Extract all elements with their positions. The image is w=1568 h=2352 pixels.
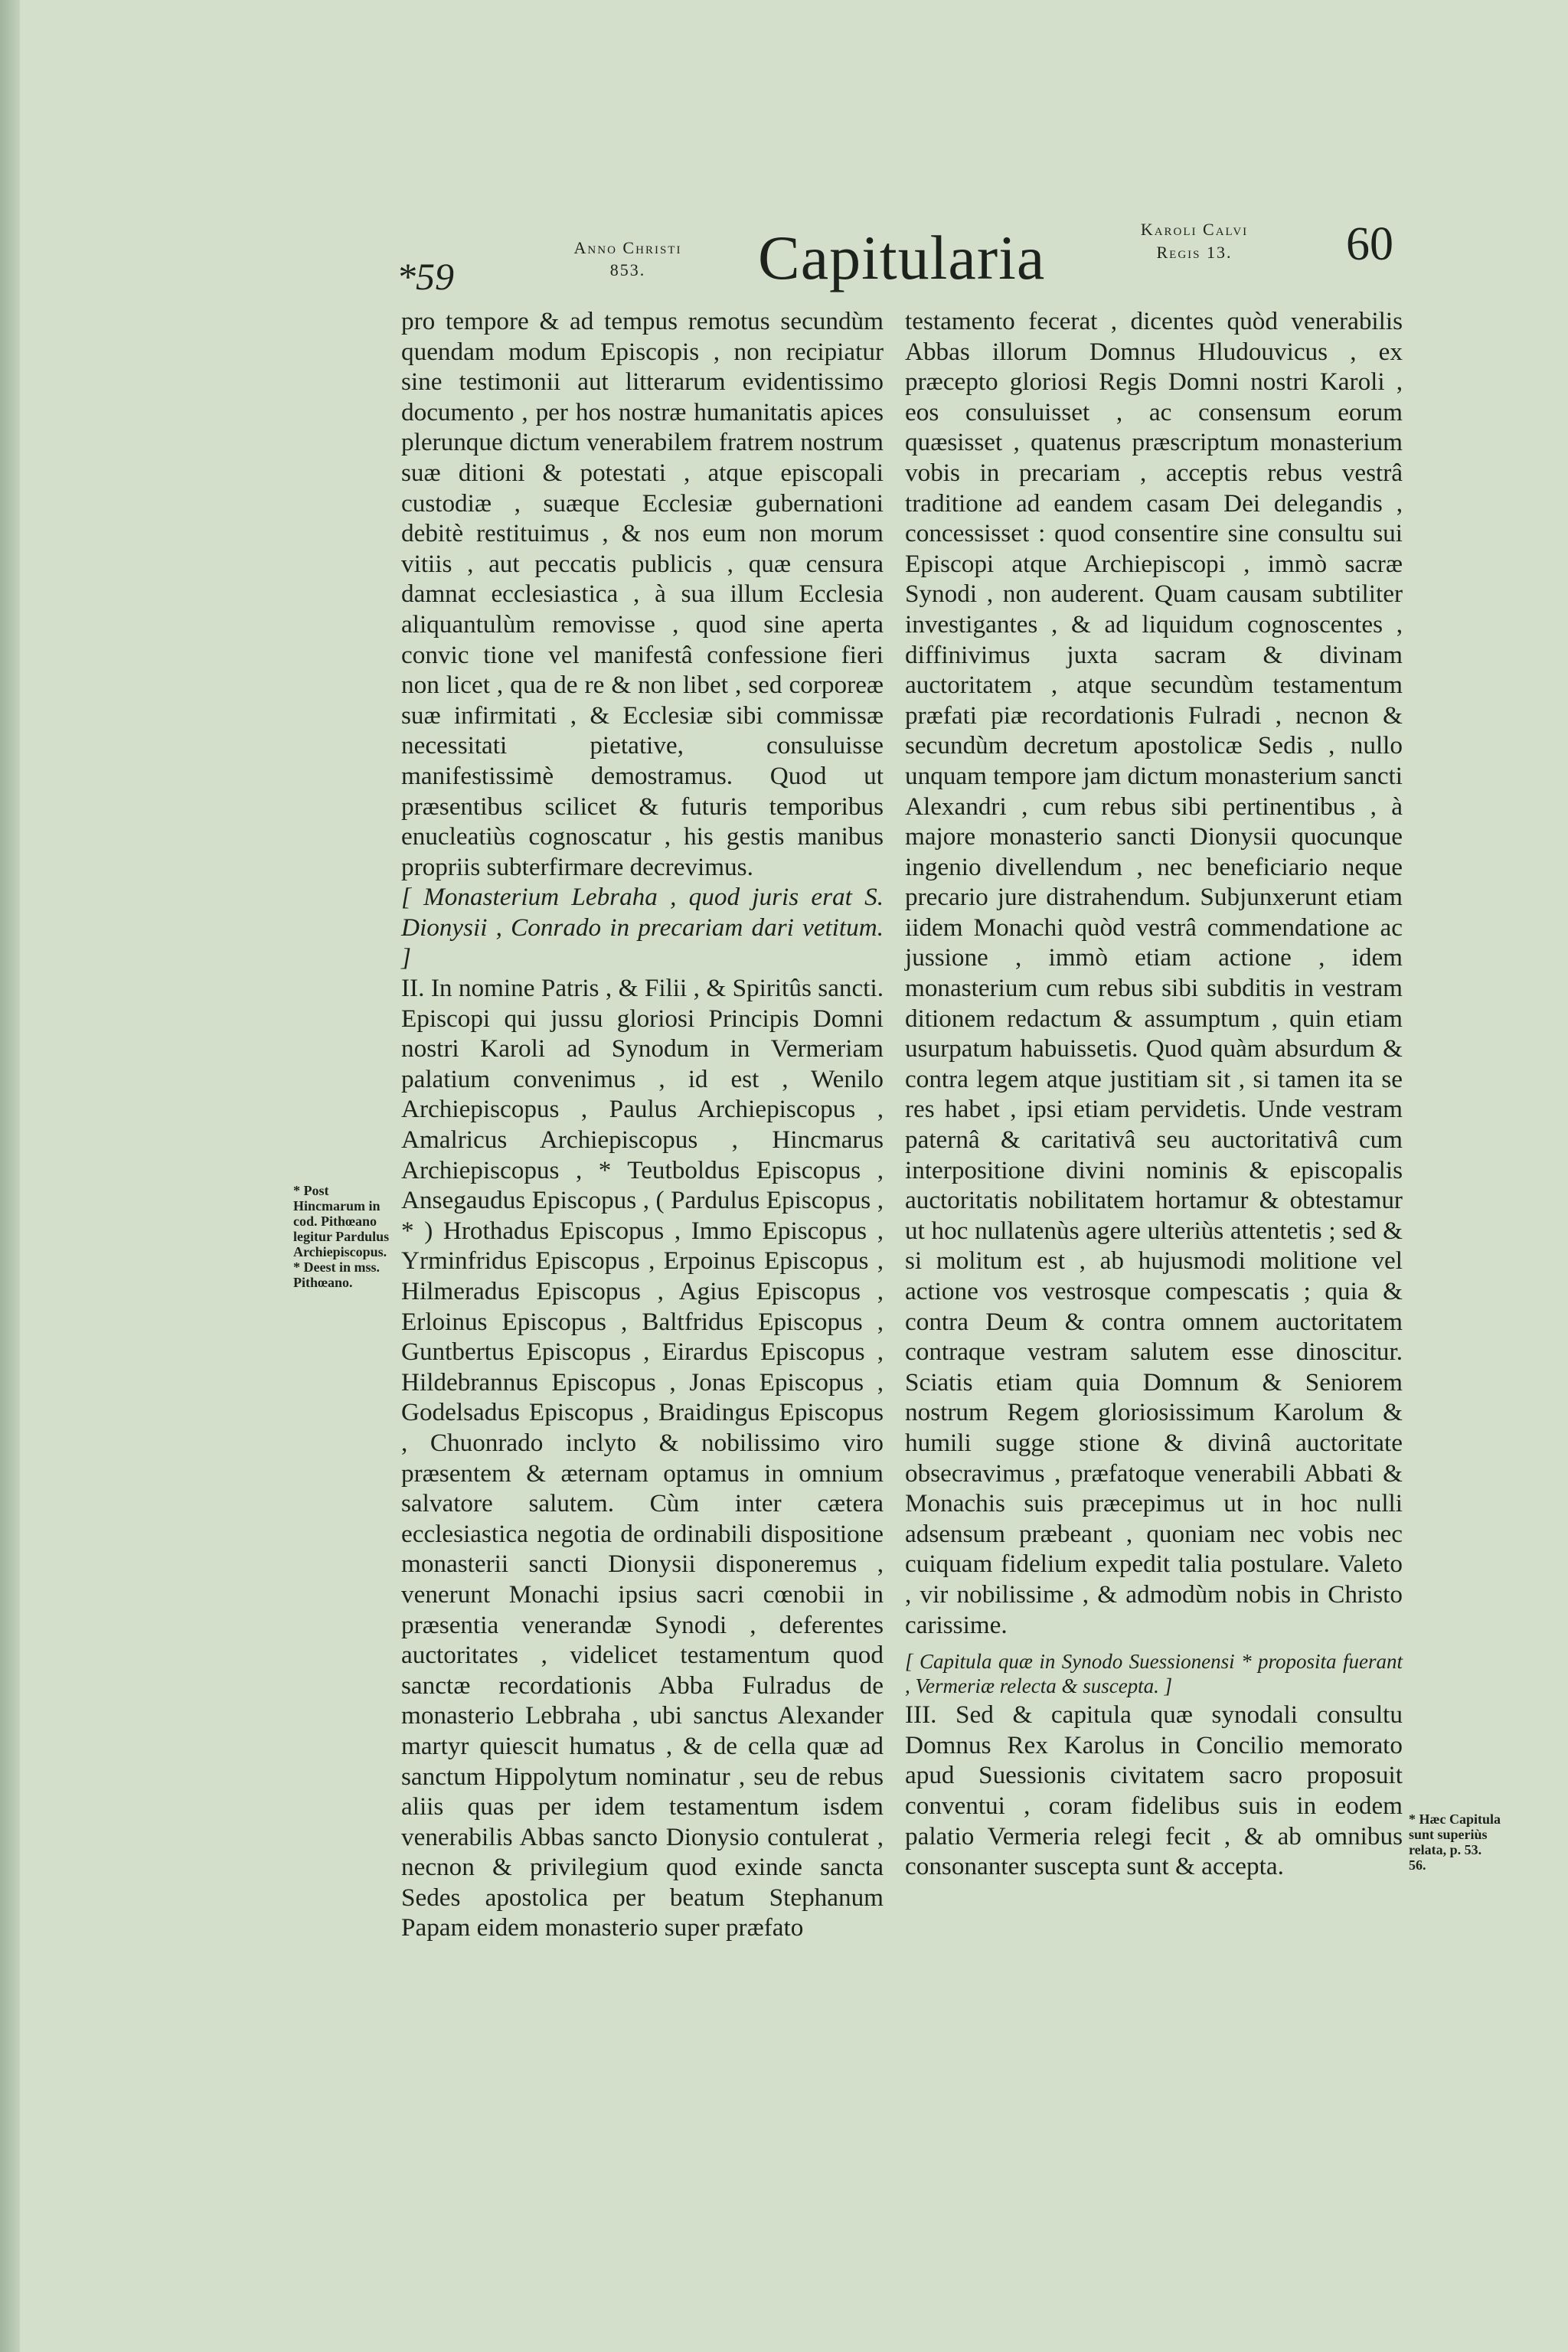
paragraph-continuation: pro tempore & ad tempus remotus secundùm quendam modum Episcopis , non recipiatur sine testimonii aut litterarum evidentissimo documento , per hos nostræ humanitatis apices plerunque dictum venerabilem fratrem nostrum suæ ditioni & potestati , atque episcopali custodiæ , suæque Ecclesiæ gubernationi debitè restituimus , & nos eum non morum vitiis , aut peccatis publicis , quæ censura damnat ecclesiastica , à sua illum Ecclesia aliquantulùm removisse , quod sine aperta convic tione vel manifestâ confessione fieri non licet , qua de re & non libet , sed corporeæ suæ infirmitati , & Ecclesiæ sibi commissæ necessitati pietative, consuluisse manifestissimè demostramus. Quod ut præsentibus scilicet & futuris temporibus enucleatiùs cognoscatur , his gestis manibus propriis subterfirmare decrevimus. [401, 307, 884, 881]
page-number-right: 60 [1346, 218, 1393, 270]
page-number-left: *59 [397, 255, 454, 298]
margin-note-deest: * Deest in mss. Pithœano. [293, 1259, 380, 1290]
margin-note-right [1409, 1811, 1501, 1873]
paragraph-testamento: testamento fecerat , dicentes quòd venerabilis Abbas illorum Domnus Hludouvicus , ex præcepto gloriosi Regis Domni nostri Karoli , eos consuluisset , ac consensum eorum quæsisset , quatenus præscriptum monasterium vobis in precariam , acceptis rebus vestrâ traditione ad eandem casam Dei delegandis , concessisset : quod consentire sine consultu sui Episcopi atque Archiepiscopi , immò sacræ Synodi , non auderent. Quam causam subtiliter investigantes , & ad liquidum cognoscentes , diffinivimus juxta sacram & divinam auctoritatem , atque secundùm testamentum præfati piæ recordationis Fulradi , necnon & secundùm decretum apostolicæ Sedis , nullo unquam tempore jam dictum monasterium sancti Alexandri , cum rebus sibi pertinentibus , à majore monasterio sancti Dionysii quocunque ingenio divellendum , nec beneficiario neque precario jure distrahendum. Subjunxerunt etiam iidem Monachi quòd vestrâ commendatione ac jussione , immò etiam actione , idem monasterium cum rebus sibi subditis in vestram ditionem redactum & assumptum , quin etiam usurpatum habuissetis. Quod quàm absurdum & contra legem atque justitiam sit , si tamen ita se res habet , ipsi etiam pervidetis. Unde vestram paternâ & caritativâ seu auctoritativâ cum interpositione divini nominis & episcopalis auctoritatis nobilitatem hortamur & obtestamur ut hoc nullatenùs agere ulteriùs attentetis ; sed & si molitum est , ab hujusmodi molitione vel actione vos vestrosque compescatis ; quia & contra Deum & contra omnem auctoritatem contraque vestram salutem esse dinoscitur. Sciatis etiam quia Domnum & Seniorem nostrum Regem gloriosissimum Karolum & humili sugge stione & divinâ auctoritate obsecravimus , præfatoque venerabili Abbati & Monachis suis præcepimus ut in hoc nulli adsensum præbeant , quoniam nec vobis nec cuiquam fidelium expedit talia postulare. Valeto , vir nobilissime , & admodùm nobis in Christo carissime. [905, 307, 1403, 1639]
rubric-monasterium-lebraha: [ Monasterium Lebraha , quod juris erat S. Dionysii , Conrado in precariam dari vetitum. ] [401, 883, 884, 972]
anno-christi-heading [536, 237, 720, 281]
right-text-column [905, 306, 1403, 1882]
paragraph-ii: II. In nomine Patris , & Filii , & Spiritûs sancti. Episcopi qui jussu gloriosi Principis Domni nostri Karoli ad Synodum in Vermeriam palatium convenimus , id est , Wenilo Archiepiscopus , Paulus Archiepiscopus , Amalricus Archiepiscopus , Hincmarus Archiepiscopus , * Teutboldus Episcopus , Ansegaudus Episcopus , ( Pardulus Episcopus , * ) Hrothadus Episcopus , Immo Episcopus , Yrminfridus Episcopus , Erpoinus Episcopus , Hilmeradus Episcopus , Agius Episcopus , Erloinus Episcopus , Baltfridus Episcopus , Guntbertus Episcopus , Eirardus Episcopus , Hildebrannus Episcopus , Jonas Episcopus , Godelsadus Episcopus , Braidingus Episcopus , Chuonrado inclyto & nobilissimo viro præsentem & æternam optamus in omnium salvatore salutem. Cùm inter cætera ecclesiastica negotia de ordinabili dispositione monasterii sancti Dionysii disponeremus , venerunt Monachi ipsius sacri cœnobii in præsentia venerandæ Synodi , deferentes auctoritates , videlicet testamentum quod sanctæ recordationis Abba Fulradus de monasterio Lebbraha , ubi sanctus Alexander martyr quiescit humatus , & de cella quæ ad sanctum Hippolytum nominatur , seu de rebus aliis quas per idem testamentum isdem venerabilis Abbas sancto Dionysio contulerat , necnon & privilegium quod exinde sancta Sedes apostolica per beatum Stephanum Papam eidem monasterio super præfato [401, 974, 884, 1942]
book-gutter [0, 0, 20, 2352]
regis-year: Regis 13. [1156, 242, 1233, 262]
margin-note-haec-capitula: * Hæc Capitula sunt superiùs relata, p. 53. 56. [1409, 1811, 1501, 1873]
anno-label: Anno Christi [573, 238, 682, 257]
rubric-capitula-suessionensi: [ Capitula quæ in Synodo Suessionensi * proposita fuerant , Vermeriæ relecta & suscepta. ] [905, 1650, 1403, 1698]
karoli-label: Karoli Calvi [1140, 220, 1249, 239]
page-title: Capitularia [758, 223, 1046, 292]
karoli-calvi-heading [1095, 218, 1294, 263]
margin-note-left [293, 1183, 393, 1290]
anno-year: 853. [609, 260, 646, 279]
paragraph-iii: III. Sed & capitula quæ synodali consultu Domnus Rex Karolus in Concilio memorato apud Suessionis civitatem sacro proposuit conventui , coram fidelibus suis in eodem palatio Vermeria relegi fecit , & ab omnibus consonanter suscepta sunt & accepta. [905, 1700, 1403, 1881]
running-header [0, 207, 1568, 314]
left-text-column [401, 306, 884, 1943]
margin-note-post-hincmarum: * Post Hincmarum in cod. Pithœano legitur Pardulus Archiepiscopus. [293, 1183, 390, 1259]
